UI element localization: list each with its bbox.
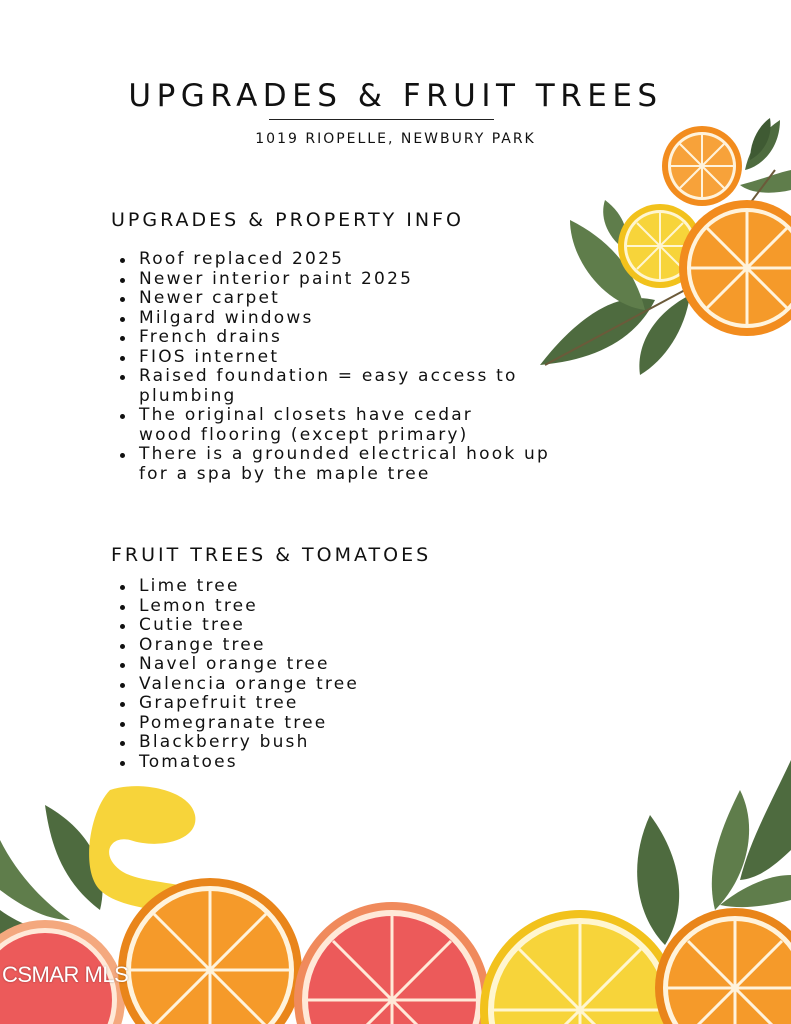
list-item: Raised foundation = easy access to plumbing bbox=[139, 367, 579, 406]
orange-slice-icon bbox=[655, 908, 791, 1024]
upgrades-list bbox=[111, 250, 579, 484]
list-item: Tomatoes bbox=[139, 753, 559, 773]
list-item: Lime tree bbox=[139, 577, 559, 597]
list-item: Blackberry bush bbox=[139, 733, 559, 753]
page-title: UPGRADES & FRUIT TREES bbox=[128, 78, 663, 114]
list-item: French drains bbox=[139, 328, 579, 348]
list-item: Grapefruit tree bbox=[139, 694, 559, 714]
list-item: Valencia orange tree bbox=[139, 675, 559, 695]
upgrades-heading: UPGRADES & PROPERTY INFO bbox=[111, 209, 464, 231]
list-item: Orange tree bbox=[139, 636, 559, 656]
orange-slice-icon bbox=[679, 200, 791, 336]
citrus-illustration-top bbox=[535, 110, 791, 380]
fruit-heading: FRUIT TREES & TOMATOES bbox=[111, 544, 432, 566]
list-item: Cutie tree bbox=[139, 616, 559, 636]
lemon-slice-icon bbox=[480, 910, 680, 1024]
fruit-list bbox=[111, 577, 559, 772]
list-item: There is a grounded electrical hook up for a spa by the maple tree bbox=[139, 445, 579, 484]
list-item: Lemon tree bbox=[139, 597, 559, 617]
list-item: Newer carpet bbox=[139, 289, 579, 309]
property-address: 1019 RIOPELLE, NEWBURY PARK bbox=[255, 131, 536, 147]
list-item: The original closets have cedar wood flooring (except primary) bbox=[139, 406, 514, 445]
grapefruit-icon bbox=[294, 902, 490, 1024]
list-item: Milgard windows bbox=[139, 309, 579, 329]
leaf-icon bbox=[637, 815, 679, 945]
mls-watermark: CSMAR MLS bbox=[2, 962, 129, 987]
list-item: Roof replaced 2025 bbox=[139, 250, 579, 270]
list-item: FIOS internet bbox=[139, 348, 579, 368]
list-item: Navel orange tree bbox=[139, 655, 559, 675]
orange-slice-icon bbox=[662, 126, 742, 206]
list-item: Newer interior paint 2025 bbox=[139, 270, 579, 290]
title-underline bbox=[269, 119, 494, 120]
list-item: Pomegranate tree bbox=[139, 714, 559, 734]
